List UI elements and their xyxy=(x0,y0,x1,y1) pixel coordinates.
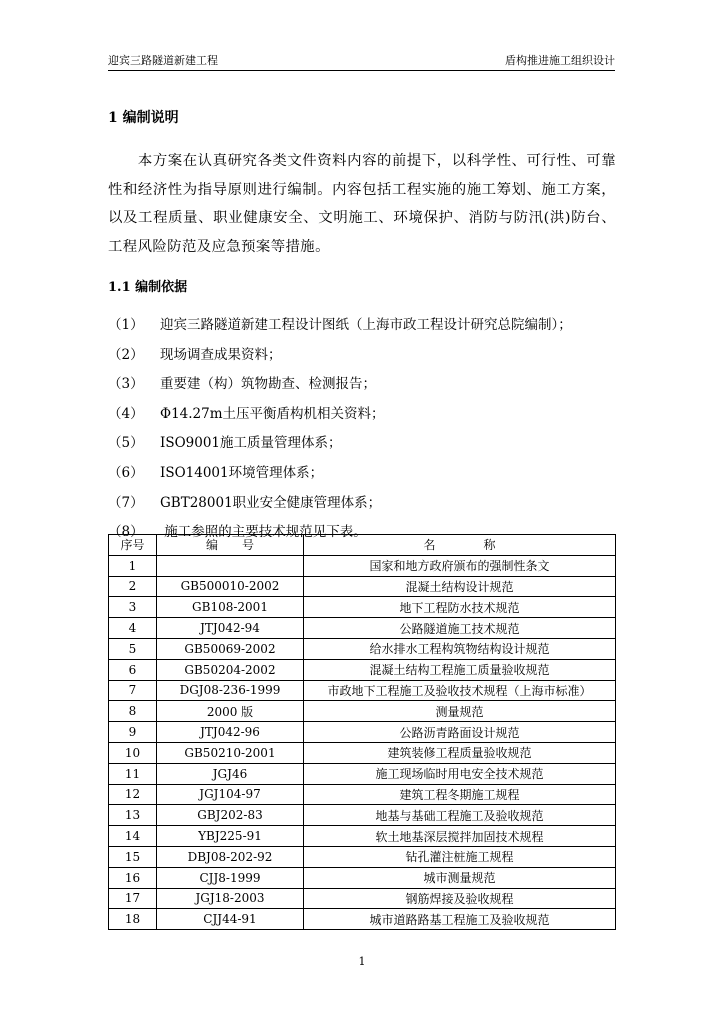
table-row xyxy=(109,576,616,597)
cell-code: GB50210-2001 xyxy=(157,742,304,763)
list-item-text: 施工参照的主要技术规范见下表。 xyxy=(160,524,367,541)
table-row xyxy=(109,701,616,722)
cell-code: GB500010-2002 xyxy=(157,576,304,597)
table-row xyxy=(109,826,616,847)
cell-name: 地基与基础工程施工及验收规范 xyxy=(304,805,616,826)
cell-code: JGJ18-2003 xyxy=(157,888,304,909)
list-item-number: （2） xyxy=(108,346,144,363)
cell-code: JGJ104-97 xyxy=(157,784,304,805)
cell-index: 15 xyxy=(109,846,157,867)
cell-index: 3 xyxy=(109,597,157,618)
list-item-number: （6） xyxy=(108,464,144,481)
section-paragraph: 本方案在认真研究各类文件资料内容的前提下，以科学性、可行性、可靠性和经济性为指导原则进行编制。内容包括工程实施的施工筹划、施工方案，以及工程质量、职业健康安全、文明施工、环境保护、消防与防汛(洪)防台、工程风险防范及应急预案等措施。 xyxy=(108,153,616,256)
list-item-text: ISO14001环境管理体系； xyxy=(160,464,324,481)
cell-index: 11 xyxy=(109,763,157,784)
cell-index: 18 xyxy=(109,909,157,930)
list-item-number: （8） xyxy=(108,524,144,541)
list-item-text: 现场调查成果资料； xyxy=(160,346,282,363)
column-header-code: 编 号 xyxy=(157,535,304,556)
cell-index: 2 xyxy=(109,576,157,597)
cell-code: DGJ08-236-1999 xyxy=(157,680,304,701)
cell-code: GB108-2001 xyxy=(157,597,304,618)
table-row xyxy=(109,638,616,659)
cell-code: JGJ46 xyxy=(157,763,304,784)
cell-name: 给水排水工程构筑物结构设计规范 xyxy=(304,638,616,659)
cell-name: 公路沥青路面设计规范 xyxy=(304,722,616,743)
header-project-title: 迎宾三路隧道新建工程 xyxy=(108,54,218,67)
cell-name: 城市测量规范 xyxy=(304,867,616,888)
column-header-name: 名 称 xyxy=(304,535,616,556)
cell-name: 城市道路路基工程施工及验收规范 xyxy=(304,909,616,930)
cell-code: GB50204-2002 xyxy=(157,659,304,680)
table-row xyxy=(109,597,616,618)
cell-index: 16 xyxy=(109,867,157,888)
cell-name: 钢筋焊接及验收规程 xyxy=(304,888,616,909)
cell-name: 公路隧道施工技术规范 xyxy=(304,618,616,639)
list-item xyxy=(108,402,572,432)
cell-name: 混凝土结构工程施工质量验收规范 xyxy=(304,659,616,680)
cell-index: 9 xyxy=(109,722,157,743)
list-item xyxy=(108,372,572,402)
column-header-index: 序号 xyxy=(109,535,157,556)
list-item-text: GBT28001职业安全健康管理体系； xyxy=(160,494,382,511)
cell-name: 地下工程防水技术规范 xyxy=(304,597,616,618)
table-row xyxy=(109,555,616,576)
cell-name: 国家和地方政府颁布的强制性条文 xyxy=(304,555,616,576)
table-row xyxy=(109,763,616,784)
cell-index: 13 xyxy=(109,805,157,826)
list-item xyxy=(108,431,572,461)
list-item xyxy=(108,461,572,491)
cell-code: JTJ042-96 xyxy=(157,722,304,743)
section-heading: 1 编制说明 xyxy=(108,110,179,126)
list-item-number: （4） xyxy=(108,405,144,422)
cell-code: YBJ225-91 xyxy=(157,826,304,847)
list-item-text: Φ14.27m土压平衡盾构机相关资料； xyxy=(160,405,385,422)
cell-index: 1 xyxy=(109,555,157,576)
basis-list xyxy=(108,313,572,550)
cell-index: 7 xyxy=(109,680,157,701)
table-row xyxy=(109,784,616,805)
table-row xyxy=(109,659,616,680)
list-item-text: 迎宾三路隧道新建工程设计图纸（上海市政工程设计研究总院编制）； xyxy=(160,317,572,333)
cell-name: 软土地基深层搅拌加固技术规程 xyxy=(304,826,616,847)
cell-name: 建筑工程冬期施工规程 xyxy=(304,784,616,805)
cell-code: CJJ44-91 xyxy=(157,909,304,930)
table-row xyxy=(109,805,616,826)
cell-code: CJJ8-1999 xyxy=(157,867,304,888)
table-row xyxy=(109,722,616,743)
table-header-row xyxy=(109,535,616,556)
cell-index: 17 xyxy=(109,888,157,909)
list-item-number: （5） xyxy=(108,435,144,452)
cell-code: GBJ202-83 xyxy=(157,805,304,826)
cell-name: 建筑装修工程质量验收规范 xyxy=(304,742,616,763)
cell-index: 12 xyxy=(109,784,157,805)
cell-index: 8 xyxy=(109,701,157,722)
cell-name: 施工现场临时用电安全技术规范 xyxy=(304,763,616,784)
cell-code xyxy=(157,555,304,576)
list-item xyxy=(108,343,572,373)
cell-index: 5 xyxy=(109,638,157,659)
cell-code: JTJ042-94 xyxy=(157,618,304,639)
table-row xyxy=(109,867,616,888)
list-item-number: （1） xyxy=(108,317,144,333)
table-row xyxy=(109,618,616,639)
cell-name: 钻孔灌注桩施工规程 xyxy=(304,846,616,867)
page-header xyxy=(108,50,615,71)
list-item-text: 重要建（构）筑物勘查、检测报告； xyxy=(160,376,376,393)
cell-index: 14 xyxy=(109,826,157,847)
cell-index: 4 xyxy=(109,618,157,639)
list-item-number: （7） xyxy=(108,494,144,511)
cell-name: 测量规范 xyxy=(304,701,616,722)
cell-code: DBJ08-202-92 xyxy=(157,846,304,867)
table-row xyxy=(109,888,616,909)
cell-name: 混凝土结构设计规范 xyxy=(304,576,616,597)
table-row xyxy=(109,909,616,930)
table-row xyxy=(109,742,616,763)
list-item xyxy=(108,313,572,343)
cell-index: 10 xyxy=(109,742,157,763)
list-item xyxy=(108,491,572,521)
standards-table xyxy=(108,534,616,930)
cell-code: 2000 版 xyxy=(157,701,304,722)
header-document-title: 盾构推进施工组织设计 xyxy=(505,54,615,67)
list-item-number: （3） xyxy=(108,376,144,393)
table-row xyxy=(109,680,616,701)
cell-name: 市政地下工程施工及验收技术规程（上海市标准） xyxy=(304,680,616,701)
cell-index: 6 xyxy=(109,659,157,680)
cell-code: GB50069-2002 xyxy=(157,638,304,659)
list-item-text: ISO9001施工质量管理体系； xyxy=(160,435,342,452)
table-row xyxy=(109,846,616,867)
page-number: 1 xyxy=(358,955,366,968)
subsection-heading: 1.1 编制依据 xyxy=(108,280,188,295)
